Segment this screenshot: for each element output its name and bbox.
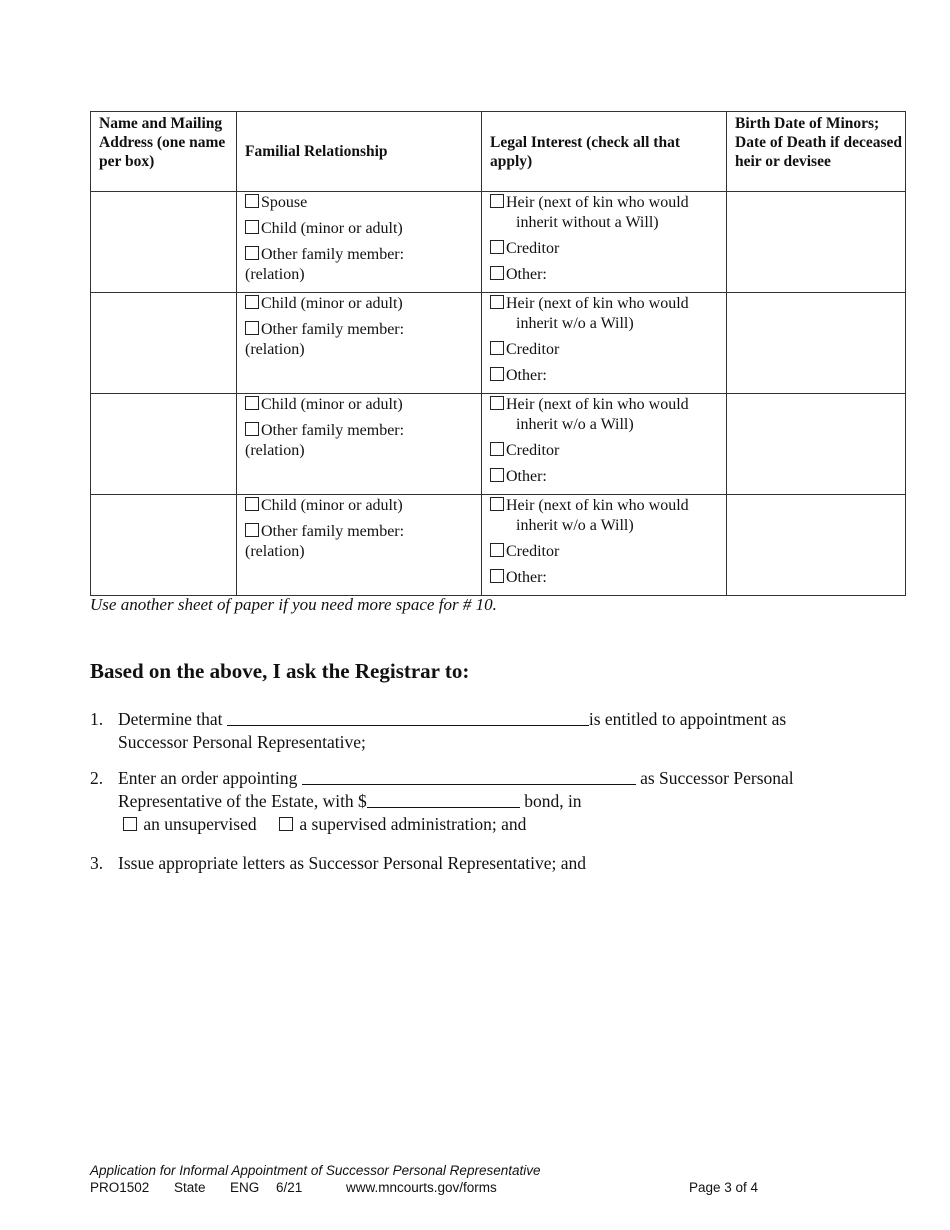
table-row [91, 293, 906, 394]
relationship-cell: Spouse Child (minor or adult) Other family member: (relation) [237, 192, 482, 293]
footer-title: Application for Informal Appointment of Successor Personal Representative [90, 1163, 541, 1178]
name-address-cell[interactable] [91, 192, 237, 293]
request-item-3: 3. Issue appropriate letters as Successor Personal Representative; and [90, 853, 586, 873]
forms-url[interactable]: www.mncourts.gov/forms [346, 1180, 497, 1195]
header-interest: Legal Interest (check all that apply) [482, 112, 727, 192]
relationship-cell: Child (minor or adult) Other family member: (relation) [237, 495, 482, 596]
child-checkbox[interactable] [245, 295, 259, 309]
interest-cell: Heir (next of kin who would inherit w/o a Will) Creditor Other: [482, 293, 727, 394]
creditor-checkbox[interactable] [490, 240, 504, 254]
other-family-checkbox[interactable] [245, 321, 259, 335]
heir-checkbox[interactable] [490, 295, 504, 309]
relationship-cell: Child (minor or adult) Other family member: (relation) [237, 293, 482, 394]
heir-checkbox[interactable] [490, 396, 504, 410]
birth-date-cell[interactable] [727, 293, 906, 394]
other-interest-checkbox[interactable] [490, 569, 504, 583]
table-row [91, 394, 906, 495]
name-address-cell[interactable] [91, 293, 237, 394]
heirs-table [90, 111, 906, 596]
form-date: 6/21 [276, 1180, 303, 1195]
jurisdiction: State [174, 1180, 206, 1195]
interest-cell: Heir (next of kin who would inherit w/o a Will) Creditor Other: [482, 394, 727, 495]
page-number: Page 3 of 4 [689, 1180, 759, 1195]
child-checkbox[interactable] [245, 497, 259, 511]
request-item-1: 1. Determine that is entitled to appointment as Successor Personal Representative; [90, 709, 787, 752]
creditor-checkbox[interactable] [490, 543, 504, 557]
header-birth: Birth Date of Minors; Date of Death if deceased heir or devisee [727, 112, 906, 192]
bond-amount-line[interactable] [367, 791, 520, 808]
header-name: Name and Mailing Address (one name per box) [91, 112, 237, 192]
birth-date-cell[interactable] [727, 394, 906, 495]
name-address-cell[interactable] [91, 394, 237, 495]
name-address-cell[interactable] [91, 495, 237, 596]
more-space-note: Use another sheet of paper if you need more space for # 10. [90, 595, 497, 614]
other-family-checkbox[interactable] [245, 523, 259, 537]
header-relationship: Familial Relationship [237, 112, 482, 192]
interest-cell: Heir (next of kin who would inherit without a Will) Creditor Other: [482, 192, 727, 293]
child-checkbox[interactable] [245, 396, 259, 410]
supervised-checkbox[interactable] [279, 817, 293, 831]
heir-checkbox[interactable] [490, 194, 504, 208]
other-family-checkbox[interactable] [245, 246, 259, 260]
table-row [91, 192, 906, 293]
unsupervised-checkbox[interactable] [123, 817, 137, 831]
section-heading: Based on the above, I ask the Registrar to: [90, 659, 470, 683]
language: ENG [230, 1180, 260, 1195]
table-header-row [91, 112, 906, 192]
birth-date-cell[interactable] [727, 495, 906, 596]
other-family-checkbox[interactable] [245, 422, 259, 436]
other-interest-checkbox[interactable] [490, 367, 504, 381]
heir-checkbox[interactable] [490, 497, 504, 511]
creditor-checkbox[interactable] [490, 442, 504, 456]
other-interest-checkbox[interactable] [490, 468, 504, 482]
form-code: PRO1502 [90, 1180, 150, 1195]
successor-name-line[interactable] [227, 709, 589, 726]
creditor-checkbox[interactable] [490, 341, 504, 355]
birth-date-cell[interactable] [727, 192, 906, 293]
table-row [91, 495, 906, 596]
other-interest-checkbox[interactable] [490, 266, 504, 280]
request-item-2: 2. Enter an order appointing as Successor Personal Representative of the Estate, with $ bond, in an unsupervised a supervised administration; and [90, 768, 794, 834]
spouse-checkbox[interactable] [245, 194, 259, 208]
relationship-cell: Child (minor or adult) Other family member: (relation) [237, 394, 482, 495]
appointee-name-line[interactable] [302, 768, 636, 785]
child-checkbox[interactable] [245, 220, 259, 234]
interest-cell: Heir (next of kin who would inherit w/o a Will) Creditor Other: [482, 495, 727, 596]
